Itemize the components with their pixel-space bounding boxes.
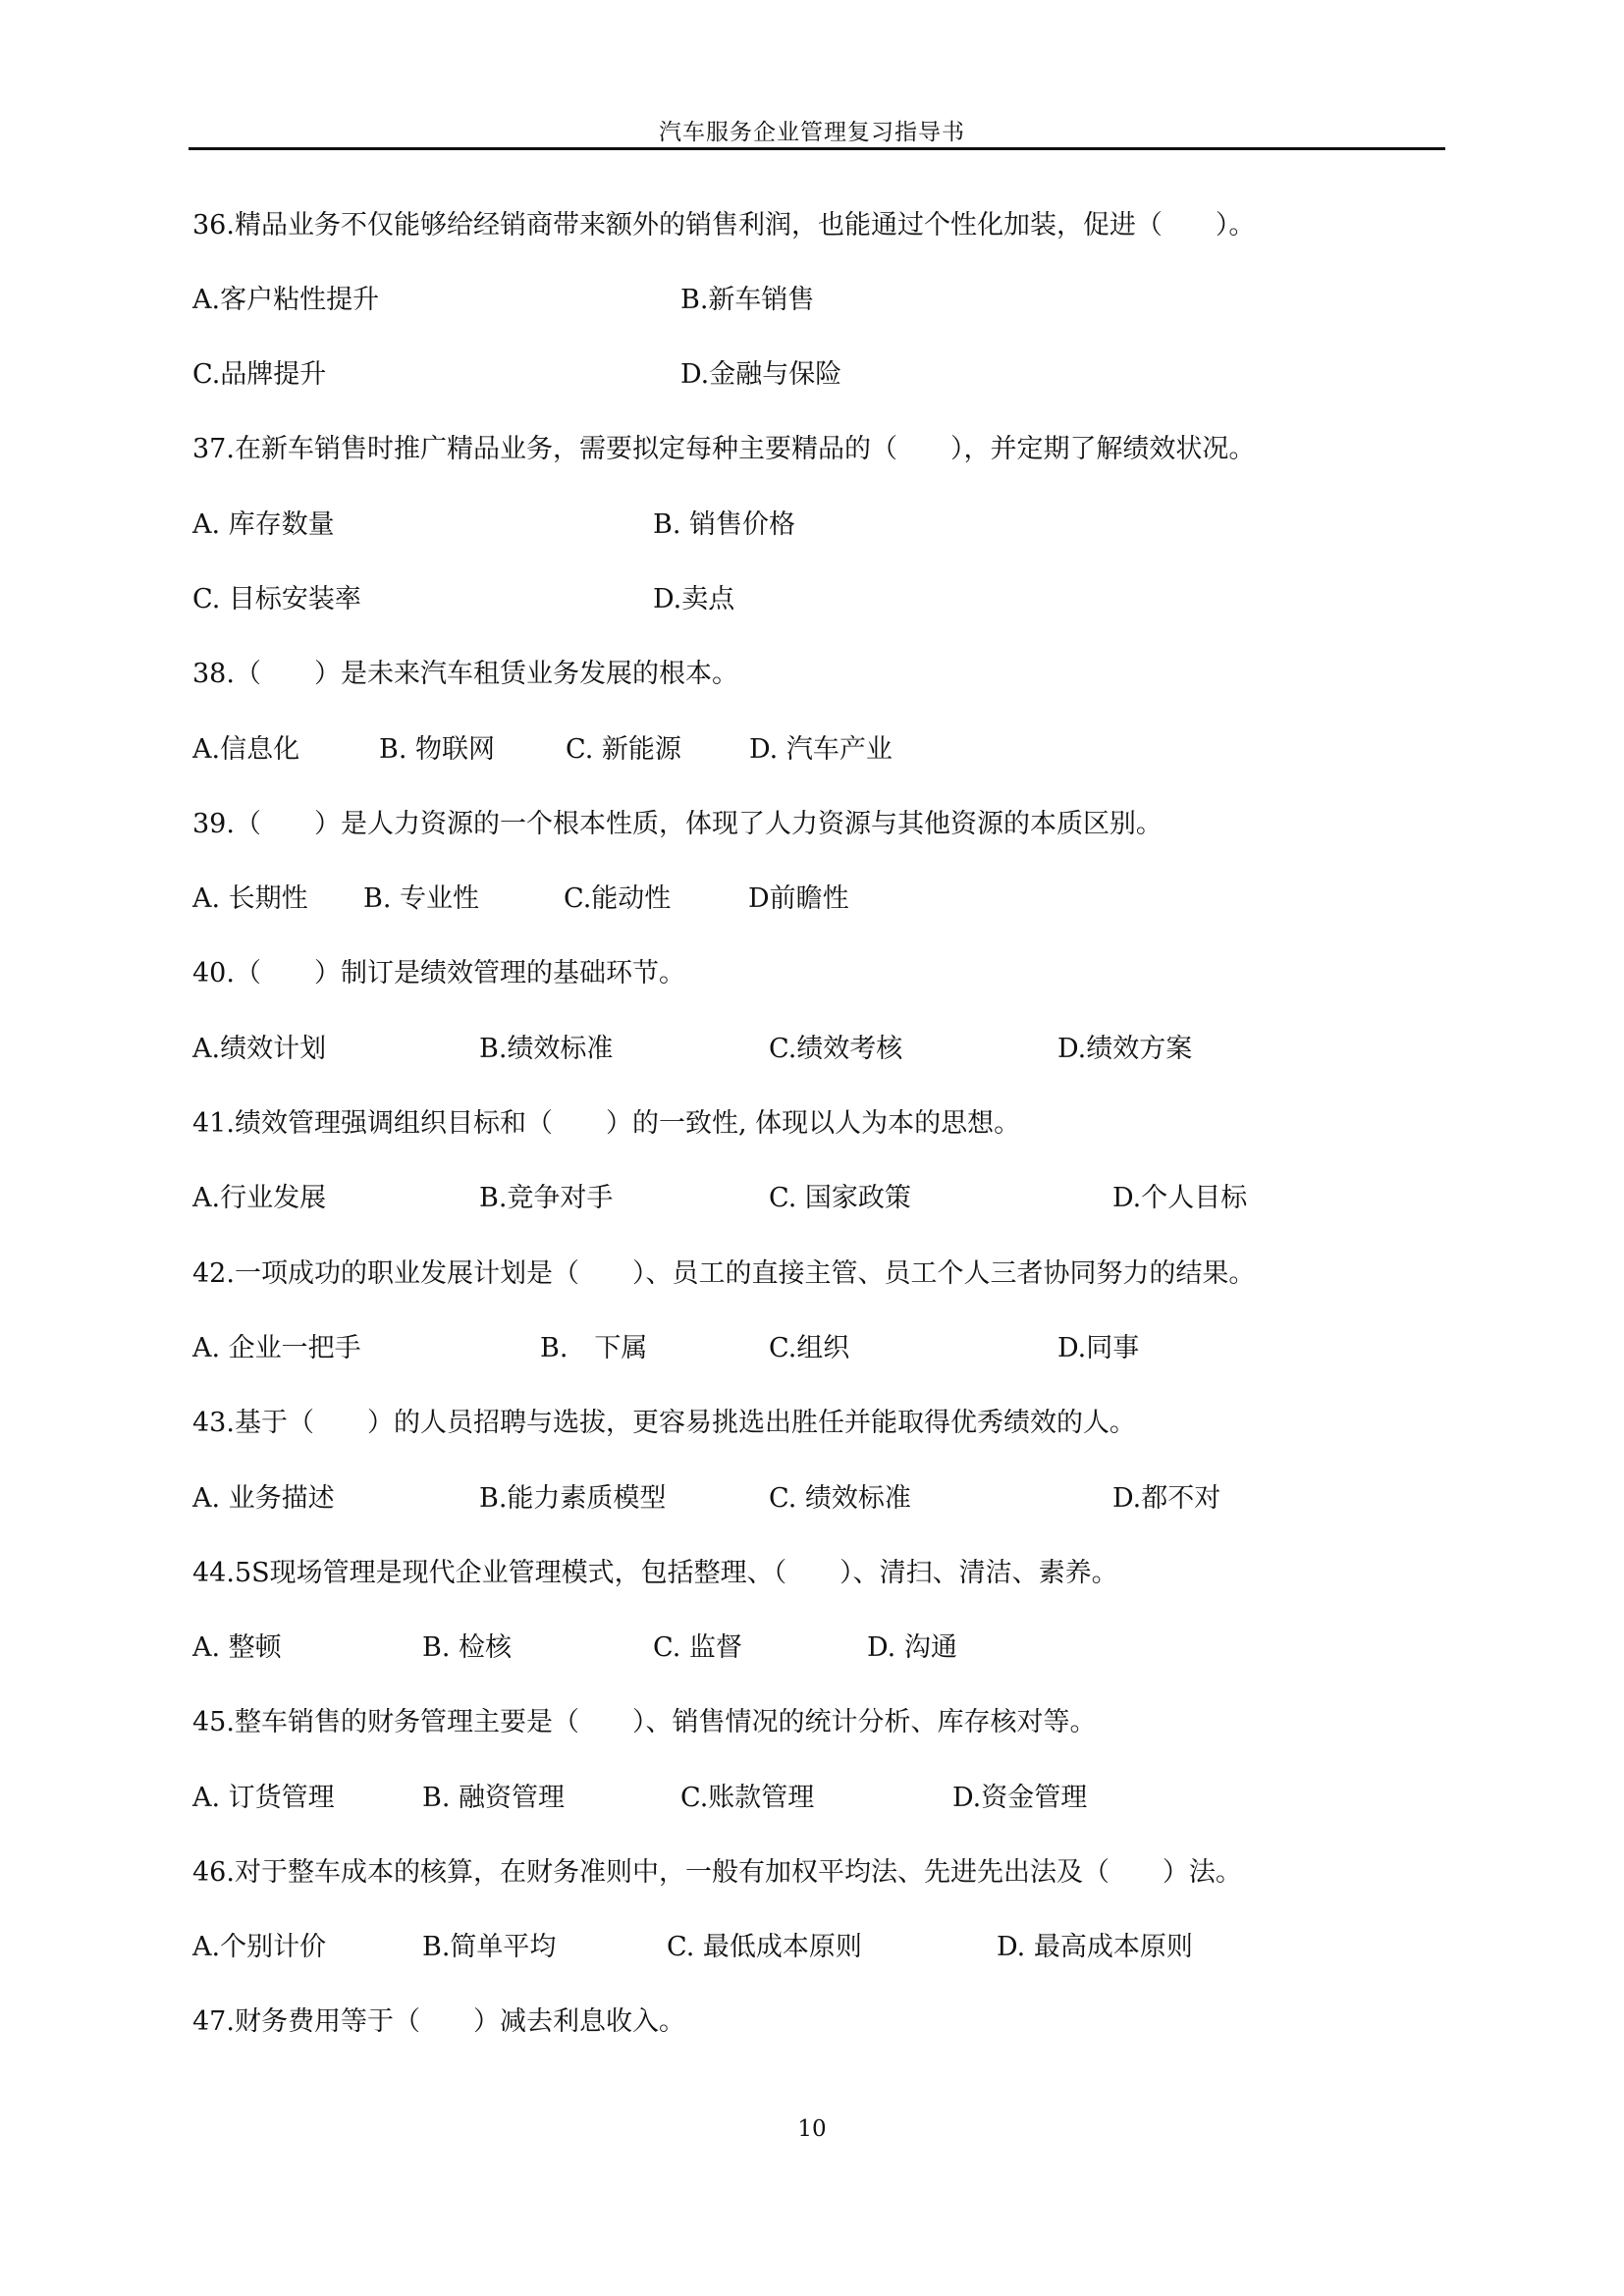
option-a: A. 订货管理	[192, 1783, 335, 1813]
option-b: B.新车销售	[680, 285, 815, 315]
option-b: B.简单平均	[422, 1932, 557, 1962]
option-b: B.能力素质模型	[479, 1483, 667, 1514]
question-41: 41.绩效管理强调组织目标和（ ）的一致性, 体现以人为本的思想。	[192, 1108, 1021, 1139]
option-b: B. 销售价格	[653, 509, 796, 540]
option-c: C.能动性	[564, 883, 672, 914]
option-b: B.竞争对手	[479, 1183, 614, 1213]
option-c: C.组织	[769, 1333, 850, 1363]
option-b: B.绩效标准	[479, 1034, 614, 1064]
option-d: D.金融与保险	[680, 359, 842, 390]
option-c: C.绩效考核	[769, 1034, 903, 1064]
option-d: D.个人目标	[1112, 1183, 1248, 1213]
option-a: A.信息化	[192, 734, 300, 765]
option-a: A. 企业一把手	[192, 1333, 361, 1363]
header-rule	[189, 147, 1445, 150]
option-d: D前瞻性	[748, 883, 849, 914]
option-d: D.卖点	[653, 584, 735, 614]
option-c: C. 绩效标准	[769, 1483, 911, 1514]
option-c: C. 最低成本原则	[667, 1932, 862, 1962]
option-d: D. 汽车产业	[749, 734, 893, 765]
option-d: D.同事	[1057, 1333, 1140, 1363]
question-47: 47.财务费用等于（ ）减去利息收入。	[192, 2006, 685, 2037]
option-b: B. 融资管理	[422, 1783, 566, 1813]
option-b: B. 专业性	[363, 883, 480, 914]
question-46: 46.对于整车成本的核算，在财务准则中，一般有加权平均法、先进先出法及（ ）法。	[192, 1857, 1242, 1888]
option-b: B. 物联网	[379, 734, 496, 765]
option-a: A. 整顿	[192, 1632, 282, 1663]
option-a: A. 库存数量	[192, 509, 335, 540]
option-c: C.账款管理	[680, 1783, 815, 1813]
question-36: 36.精品业务不仅能够给经销商带来额外的销售利润，也能通过个性化加装，促进（ ）。	[192, 210, 1256, 240]
question-39: 39.（ ）是人力资源的一个根本性质，体现了人力资源与其他资源的本质区别。	[192, 809, 1163, 839]
option-b: B. 检核	[422, 1632, 513, 1663]
option-c: C. 新能源	[566, 734, 681, 765]
option-a: A. 业务描述	[192, 1483, 335, 1514]
page-header-title: 汽车服务企业管理复习指导书	[659, 120, 965, 145]
option-a: A.绩效计划	[192, 1034, 327, 1064]
option-c: C. 国家政策	[769, 1183, 911, 1213]
option-d: D.都不对	[1112, 1483, 1221, 1514]
question-45: 45.整车销售的财务管理主要是（ ）、销售情况的统计分析、库存核对等。	[192, 1707, 1097, 1737]
option-a: A.行业发展	[192, 1183, 327, 1213]
option-d: D. 最高成本原则	[997, 1932, 1193, 1962]
option-d: D.资金管理	[952, 1783, 1088, 1813]
option-c: C. 目标安装率	[192, 584, 361, 614]
question-37: 37.在新车销售时推广精品业务，需要拟定每种主要精品的（ ），并定期了解绩效状况。	[192, 434, 1256, 464]
question-40: 40.（ ）制订是绩效管理的基础环节。	[192, 958, 685, 988]
page-number: 10	[797, 2116, 827, 2142]
option-a: A.个别计价	[192, 1932, 327, 1962]
question-42: 42.一项成功的职业发展计划是（ ）、员工的直接主管、员工个人三者协同努力的结果。	[192, 1258, 1256, 1289]
question-43: 43.基于（ ）的人员招聘与选拔，更容易挑选出胜任并能取得优秀绩效的人。	[192, 1408, 1136, 1438]
option-d: D. 沟通	[867, 1632, 957, 1663]
option-a: A. 长期性	[192, 883, 308, 914]
option-a: A.客户粘性提升	[192, 285, 380, 315]
option-d: D.绩效方案	[1057, 1034, 1193, 1064]
option-b: B. 下属	[540, 1333, 648, 1363]
option-c: C.品牌提升	[192, 359, 327, 390]
option-c: C. 监督	[653, 1632, 742, 1663]
question-38: 38.（ ）是未来汽车租赁业务发展的根本。	[192, 659, 738, 689]
question-44: 44.5S现场管理是现代企业管理模式，包括整理、（ ）、清扫、清洁、素养。	[192, 1558, 1118, 1588]
